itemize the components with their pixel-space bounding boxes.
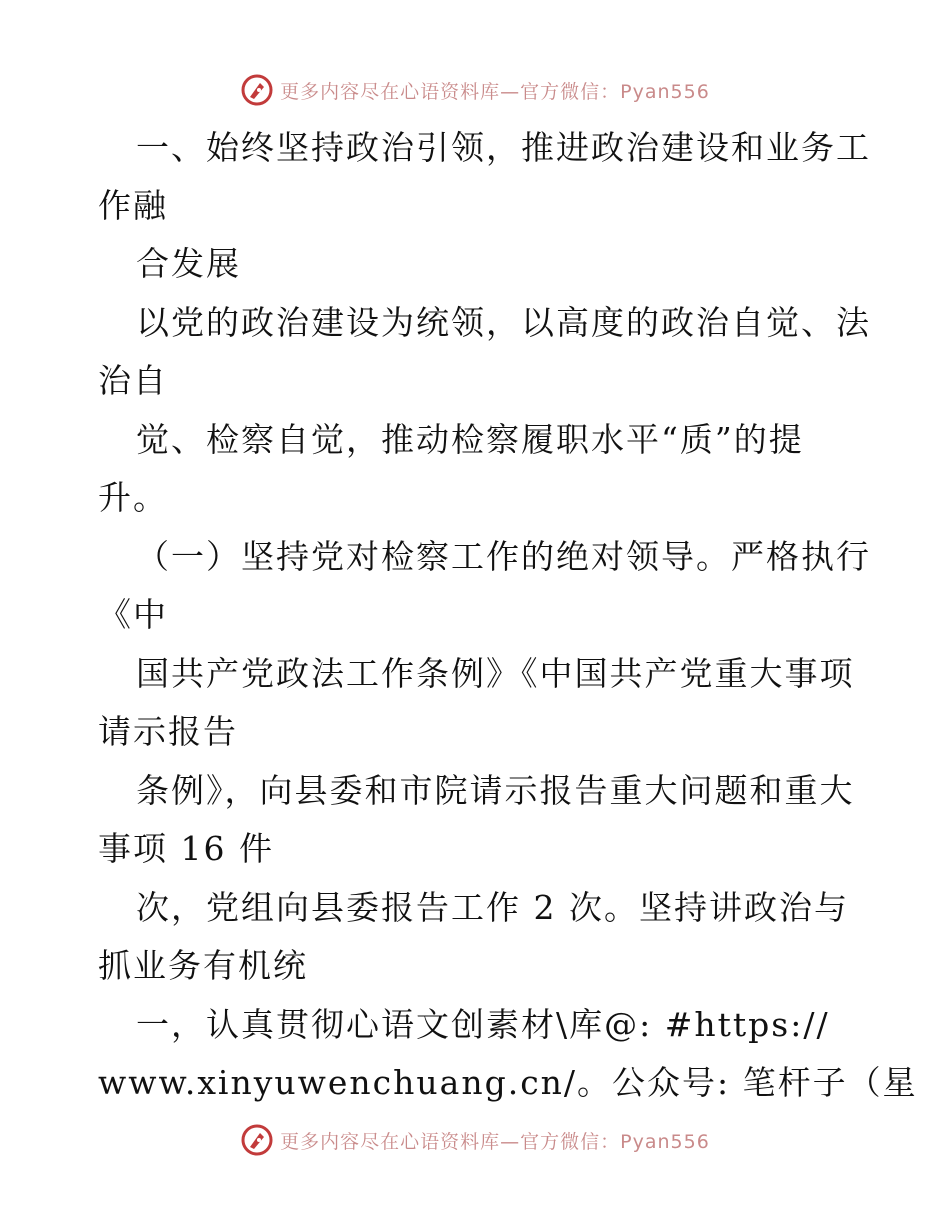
watermark-text: 更多内容尽在心语资料库—官方微信：Pyan556 — [280, 80, 710, 103]
text-line: www.xinyuwenchuang.cn/。公众号: 笔杆子（星 — [98, 1063, 918, 1102]
text-line: 请示报告 — [98, 712, 238, 751]
pen-nib-circle-icon — [240, 73, 274, 107]
text-line: 次，党组向县委报告工作 2 次。坚持讲政治与 — [136, 888, 849, 927]
text-line: 作融 — [98, 186, 168, 225]
text-line: 条例》，向县委和市院请示报告重大问题和重大 — [136, 771, 855, 810]
text-line: 事项 16 件 — [98, 829, 274, 868]
pen-nib-circle-icon — [240, 1123, 274, 1157]
text-line: 治自 — [98, 361, 168, 400]
watermark-text: 更多内容尽在心语资料库—官方微信：Pyan556 — [280, 1130, 710, 1153]
text-line: 合发展 — [136, 244, 241, 283]
text-line: 以党的政治建设为统领，以高度的政治自觉、法 — [136, 303, 871, 342]
text-line: 升。 — [98, 478, 168, 517]
text-line: 一、始终坚持政治引领，推进政治建设和业务工 — [136, 128, 871, 167]
text-line: 觉、检察自觉，推动检察履职水平“质”的提 — [136, 420, 804, 459]
text-line: 《中 — [98, 595, 168, 634]
text-line: 抓业务有机统 — [98, 946, 308, 985]
text-line: 国共产党政法工作条例》《中国共产党重大事项 — [136, 654, 855, 693]
text-line: 一，认真贯彻心语文创素材\库@: #https:// — [136, 1005, 830, 1044]
watermark-banner-top — [0, 70, 950, 110]
text-line: （一）坚持党对检察工作的绝对领导。严格执行 — [136, 537, 871, 576]
watermark-banner-bottom — [0, 1120, 950, 1160]
